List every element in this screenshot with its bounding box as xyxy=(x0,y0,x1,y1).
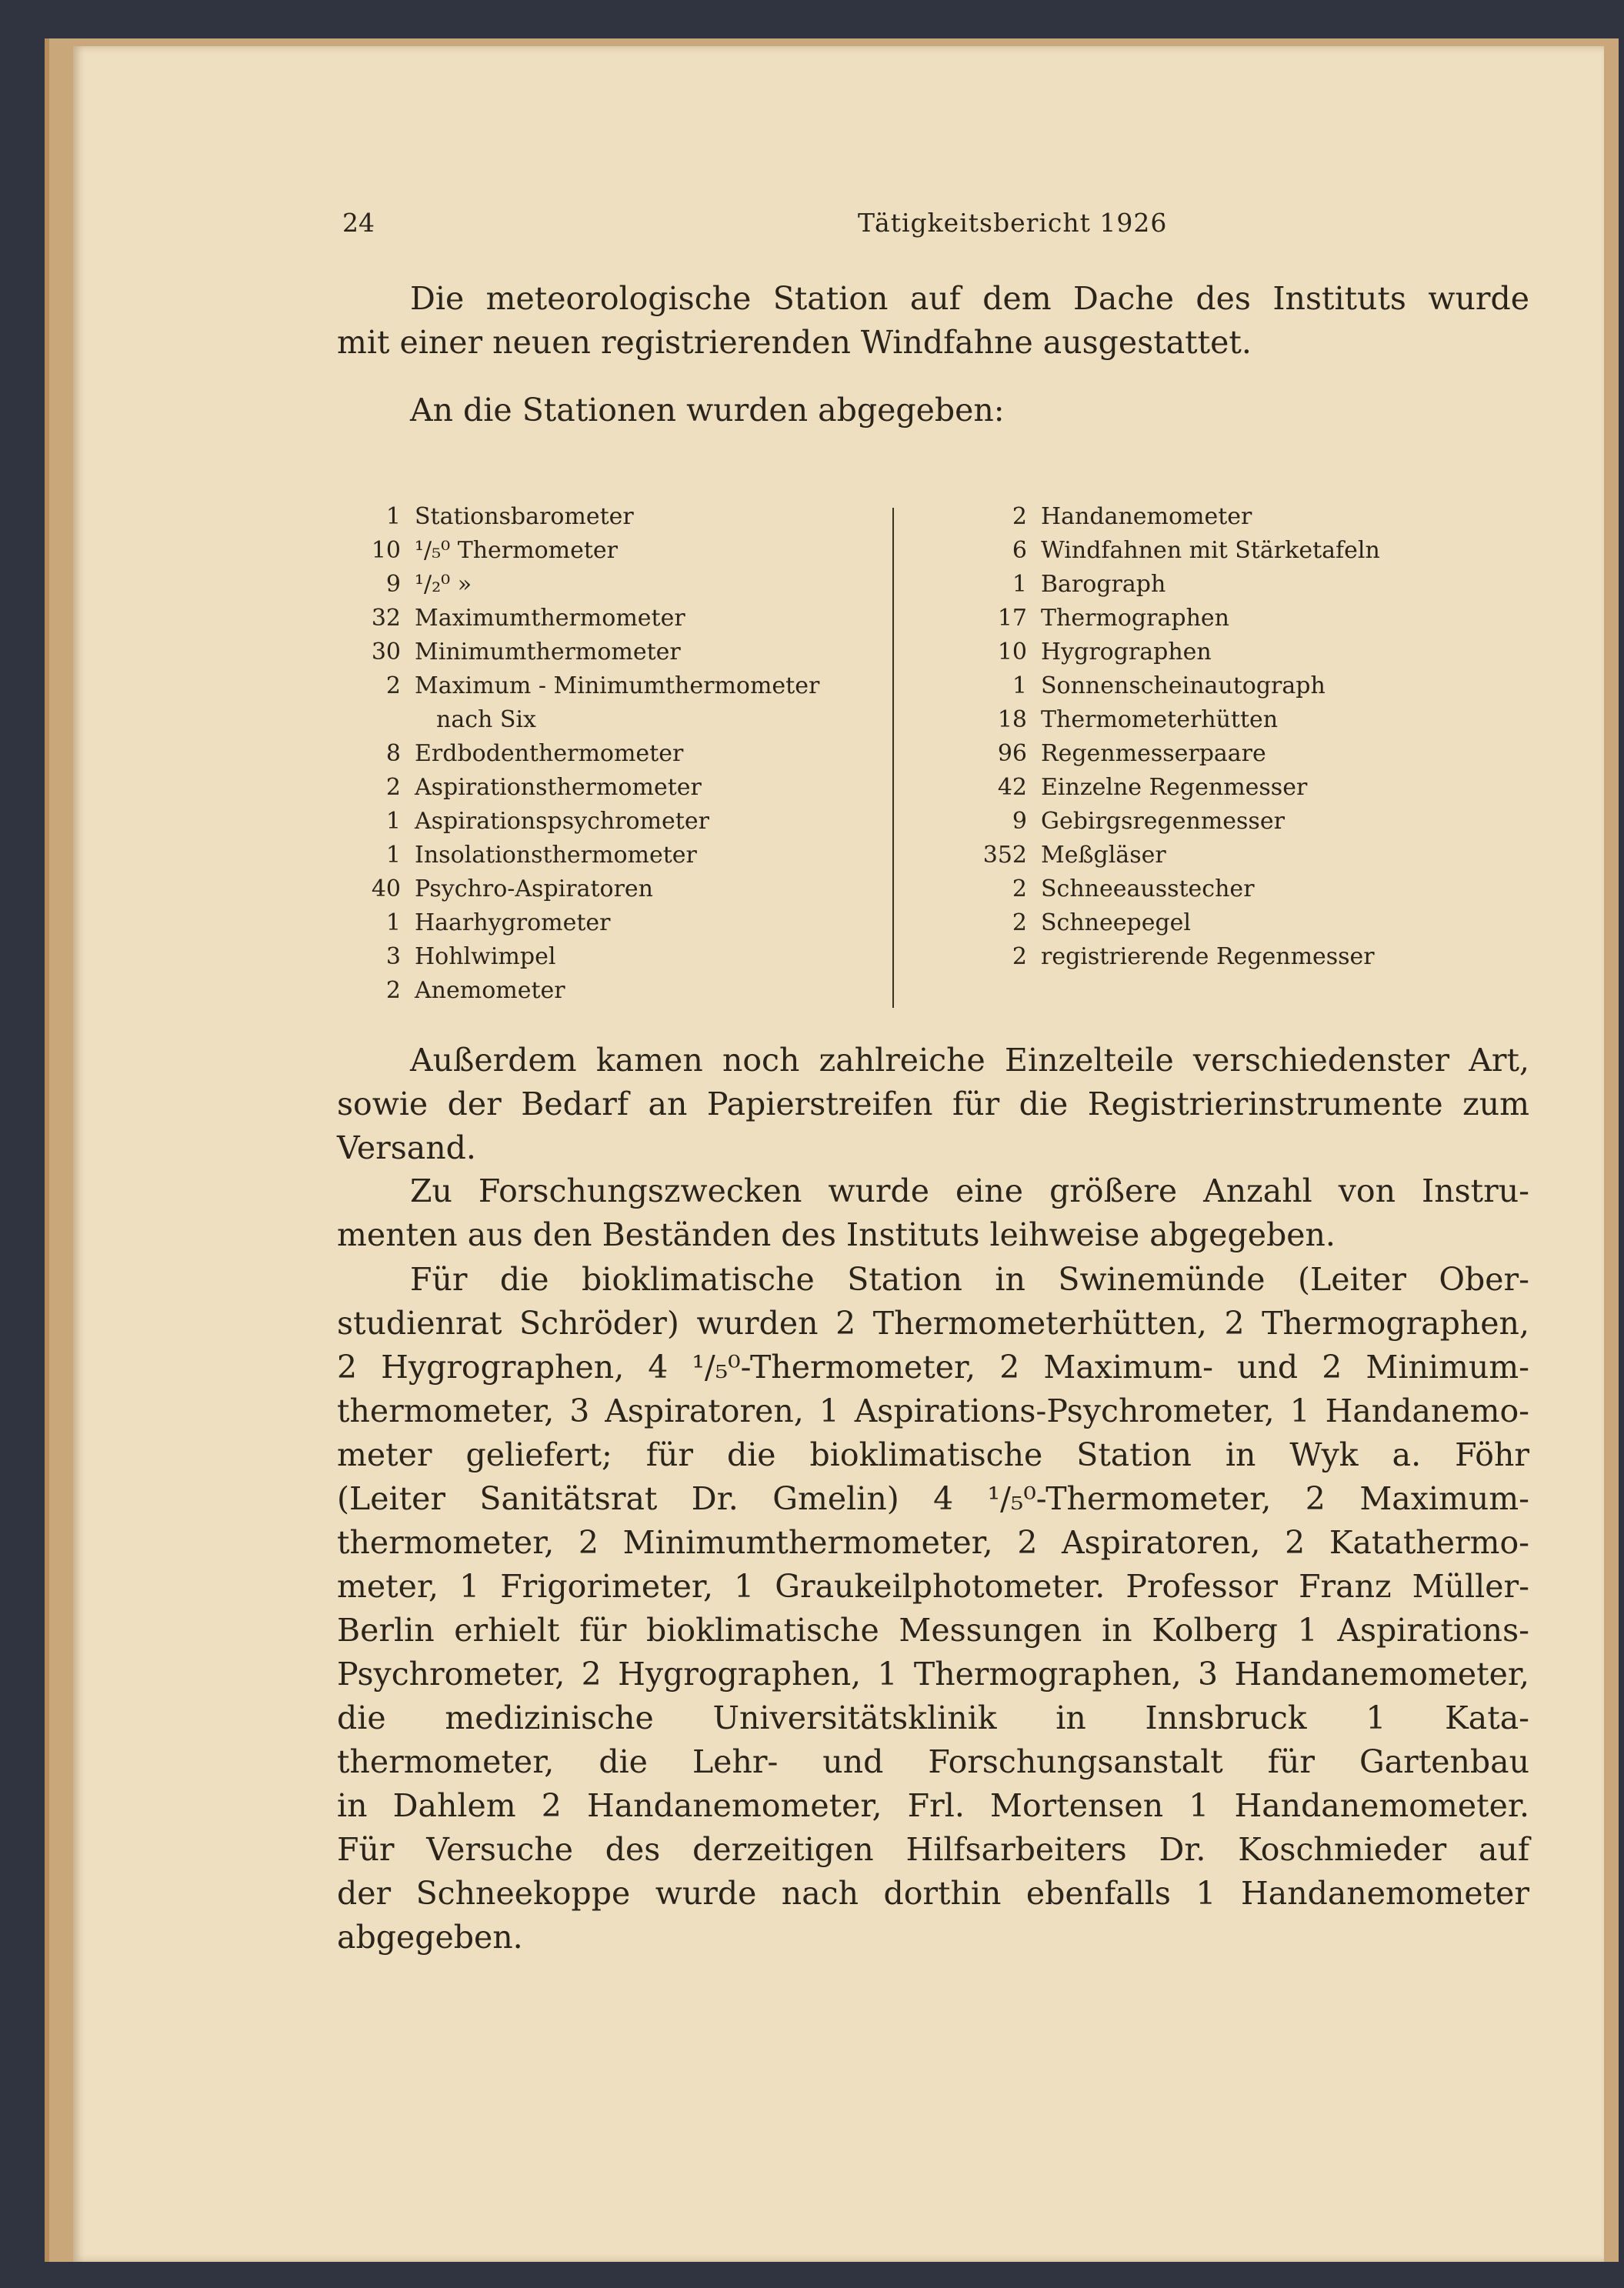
item-quantity: 32 xyxy=(371,605,401,632)
item-name: Maximumthermometer xyxy=(415,605,685,632)
item-name: Einzelne Regenmesser xyxy=(1041,774,1308,801)
list-item xyxy=(350,839,850,872)
text-line: in Dahlem 2 Handanemometer, Frl. Mortensen 1 Handanemometer. xyxy=(337,1787,1529,1824)
text-line: menten aus den Beständen des Instituts leihweise abgegeben. xyxy=(337,1216,1336,1253)
item-quantity: 96 xyxy=(997,740,1027,767)
text-line: studienrat Schröder) wurden 2 Thermometerhütten, 2 Thermographen, xyxy=(337,1305,1529,1342)
list-heading-paragraph xyxy=(337,389,1529,432)
list-item xyxy=(350,940,850,974)
list-item xyxy=(350,602,850,635)
paragraph-research-loans xyxy=(337,1169,1529,1257)
item-quantity: 30 xyxy=(371,639,401,665)
item-name: Stationsbarometer xyxy=(415,503,634,530)
item-name: Haarhygrometer xyxy=(415,909,611,936)
text-line: die medizinische Universitätsklinik in Innsbruck 1 Kata- xyxy=(337,1699,1529,1736)
item-quantity: 17 xyxy=(997,605,1027,632)
running-title: Tätigkeitsbericht 1926 xyxy=(858,208,1168,238)
text-line: thermometer, 3 Aspiratoren, 1 Aspirations-Psychrometer, 1 Handanemo- xyxy=(337,1392,1529,1429)
item-name: Meßgläser xyxy=(1041,842,1166,869)
item-name: Maximum - Minimumthermometer xyxy=(415,672,820,699)
list-item xyxy=(965,906,1473,940)
item-quantity: 352 xyxy=(982,842,1027,869)
running-header xyxy=(342,208,1535,254)
item-quantity: 1 xyxy=(385,808,401,835)
book-page xyxy=(73,46,1604,2262)
list-item xyxy=(965,534,1473,568)
item-quantity: 2 xyxy=(1012,876,1027,902)
item-name: nach Six xyxy=(436,706,536,733)
list-item xyxy=(965,669,1473,703)
item-name: Schneeausstecher xyxy=(1041,876,1255,902)
text-line: 2 Hygrographen, 4 ¹/₅⁰-Thermometer, 2 Maximum- und 2 Minimum- xyxy=(337,1349,1529,1386)
list-item xyxy=(350,534,850,568)
text-line: Außerdem kamen noch zahlreiche Einzelteile verschiedenster Art, xyxy=(410,1042,1529,1079)
item-quantity: 6 xyxy=(1012,537,1027,564)
list-item xyxy=(965,737,1473,771)
text-line: Psychrometer, 2 Hygrographen, 1 Thermographen, 3 Handanemometer, xyxy=(337,1656,1529,1693)
text-line: Für Versuche des derzeitigen Hilfsarbeiters Dr. Koschmieder auf xyxy=(337,1831,1529,1868)
item-quantity: 18 xyxy=(997,706,1027,733)
text-line: thermometer, 2 Minimumthermometer, 2 Aspiratoren, 2 Katathermo- xyxy=(337,1524,1529,1561)
text-line: Berlin erhielt für bioklimatische Messungen in Kolberg 1 Aspirations- xyxy=(337,1612,1529,1649)
page-number: 24 xyxy=(342,208,375,238)
item-name: Schneepegel xyxy=(1041,909,1192,936)
list-item xyxy=(350,805,850,839)
item-quantity: 2 xyxy=(1012,503,1027,530)
item-quantity: 2 xyxy=(385,774,401,801)
text-line: meter, 1 Frigorimeter, 1 Graukeilphotometer. Professor Franz Müller- xyxy=(337,1568,1529,1605)
list-item xyxy=(350,771,850,805)
intro-paragraph xyxy=(337,277,1529,365)
item-name: Sonnenscheinautograph xyxy=(1041,672,1326,699)
list-item xyxy=(350,635,850,669)
item-name: Hohlwimpel xyxy=(415,943,556,970)
instrument-list xyxy=(350,500,1473,1008)
text-line: sowie der Bedarf an Papierstreifen für die Registrierinstrumente zum xyxy=(337,1086,1529,1122)
item-quantity: 40 xyxy=(371,876,401,902)
list-item xyxy=(350,974,850,1008)
text-line: der Schneekoppe wurde nach dorthin ebenfalls 1 Handanemometer xyxy=(337,1875,1529,1912)
item-name: Thermometerhütten xyxy=(1041,706,1279,733)
text-line: (Leiter Sanitätsrat Dr. Gmelin) 4 ¹/₅⁰-Thermometer, 2 Maximum- xyxy=(337,1480,1529,1517)
list-item xyxy=(350,872,850,906)
item-name: Windfahnen mit Stärketafeln xyxy=(1041,537,1380,564)
item-name: Thermographen xyxy=(1041,605,1229,632)
item-name: Insolationsthermometer xyxy=(415,842,697,869)
list-item xyxy=(350,737,850,771)
item-quantity: 1 xyxy=(1012,571,1027,598)
item-quantity: 1 xyxy=(1012,672,1027,699)
item-name: Minimumthermometer xyxy=(415,639,681,665)
item-quantity: 3 xyxy=(385,943,401,970)
item-quantity: 9 xyxy=(385,571,401,598)
item-name: Erdbodenthermometer xyxy=(415,740,684,767)
item-quantity: 1 xyxy=(385,503,401,530)
item-name: ¹/₂⁰ » xyxy=(415,571,472,598)
item-name: Anemometer xyxy=(415,977,565,1004)
item-quantity: 8 xyxy=(385,740,401,767)
item-quantity: 9 xyxy=(1012,808,1027,835)
list-item xyxy=(965,703,1473,737)
list-heading: An die Stationen wurden abgegeben: xyxy=(410,392,1005,429)
item-name: Psychro-Aspiratoren xyxy=(415,876,654,902)
list-item xyxy=(965,839,1473,872)
text-line: mit einer neuen registrierenden Windfahne ausgestattet. xyxy=(337,324,1252,361)
text-line: abgegeben. xyxy=(337,1919,523,1956)
text-line: Versand. xyxy=(337,1129,476,1166)
paragraph-additional-parts xyxy=(337,1039,1529,1170)
item-quantity: 42 xyxy=(997,774,1027,801)
list-item xyxy=(965,805,1473,839)
list-item xyxy=(350,669,850,703)
item-quantity: 10 xyxy=(997,639,1027,665)
text-line: meter geliefert; für die bioklimatische Station in Wyk a. Föhr xyxy=(337,1436,1529,1473)
item-name: Barograph xyxy=(1041,571,1166,598)
item-name: Regenmesserpaare xyxy=(1041,740,1266,767)
list-item xyxy=(965,602,1473,635)
item-quantity: 2 xyxy=(385,977,401,1004)
list-item xyxy=(350,906,850,940)
item-name: Aspirationsthermometer xyxy=(415,774,702,801)
item-name: Aspirationspsychrometer xyxy=(415,808,709,835)
item-name: Hygrographen xyxy=(1041,639,1212,665)
column-divider xyxy=(892,508,894,1008)
item-name: Gebirgsregenmesser xyxy=(1041,808,1285,835)
text-line: Zu Forschungszwecken wurde eine größere Anzahl von Instru- xyxy=(410,1172,1529,1209)
item-quantity: 2 xyxy=(385,672,401,699)
paragraph-bioclimatic-stations xyxy=(337,1258,1529,1959)
list-item xyxy=(965,771,1473,805)
item-quantity: 10 xyxy=(371,537,401,564)
item-quantity: 2 xyxy=(1012,943,1027,970)
instrument-list-right xyxy=(965,500,1473,974)
text-line: thermometer, die Lehr- und Forschungsanstalt für Gartenbau xyxy=(337,1743,1529,1780)
item-name: registrierende Regenmesser xyxy=(1041,943,1375,970)
list-item xyxy=(965,568,1473,602)
list-item xyxy=(965,500,1473,534)
item-quantity: 2 xyxy=(1012,909,1027,936)
text-line: Die meteorologische Station auf dem Dache des Instituts wurde xyxy=(410,280,1529,317)
list-item xyxy=(965,635,1473,669)
item-name: Handanemometer xyxy=(1041,503,1252,530)
list-item xyxy=(350,568,850,602)
item-quantity: 1 xyxy=(385,842,401,869)
list-item xyxy=(965,940,1473,974)
item-name: ¹/₅⁰ Thermometer xyxy=(415,537,619,564)
list-item xyxy=(350,500,850,534)
list-item xyxy=(350,703,850,737)
text-line: Für die bioklimatische Station in Swinemünde (Leiter Ober- xyxy=(410,1261,1529,1298)
item-quantity: 1 xyxy=(385,909,401,936)
list-item xyxy=(965,872,1473,906)
instrument-list-left xyxy=(350,500,850,1008)
